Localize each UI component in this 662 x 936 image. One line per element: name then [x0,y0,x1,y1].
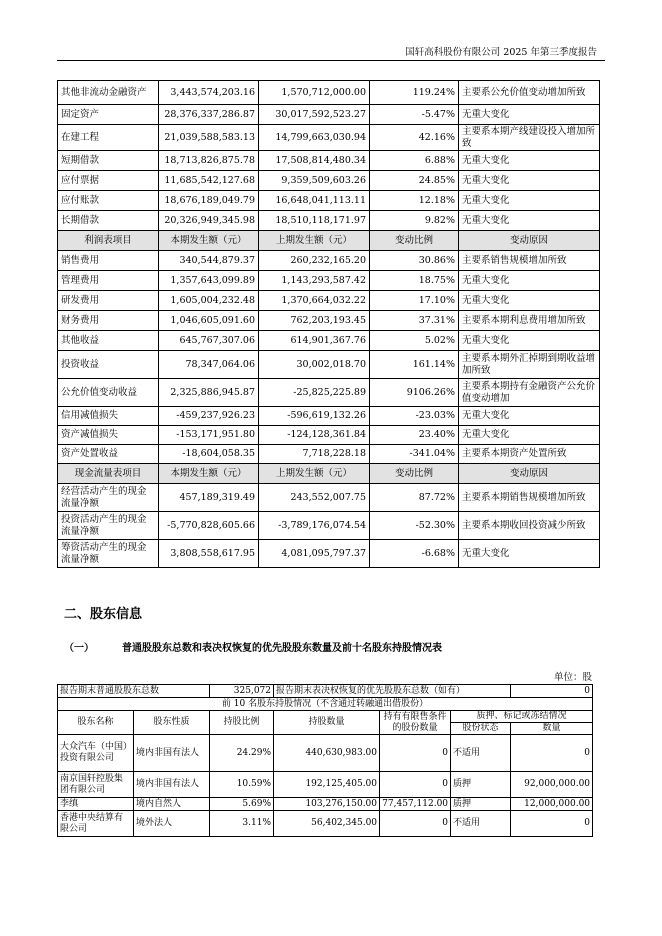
row-item: 长期借款 [58,211,159,231]
holding-qty: 103,276,150.00 [274,798,380,811]
row-item: 公允价值变动收益 [58,379,159,407]
restricted-qty: 0 [380,735,451,772]
prior-value: 1,370,664,032.22 [259,291,370,311]
change-ratio: -6.68% [370,540,459,568]
change-reason: 无重大变化 [459,540,600,568]
current-value: 340,544,879.37 [159,251,259,271]
row-item: 资产减值损失 [58,426,159,445]
prior-value: -25,825,225.89 [259,379,370,407]
change-ratio: -23.03% [370,407,459,426]
table-row [58,105,600,125]
current-value: 1,605,004,232.48 [159,291,259,311]
current-value: 78,347,064.06 [159,351,259,379]
header-pledge-group: 质押、标记或冻结情况 [451,711,593,723]
header-holding-qty: 持股数量 [274,711,380,735]
table-row [58,735,593,772]
row-item: 研发费用 [58,291,159,311]
header-reason: 变动原因 [459,231,600,251]
table-row [58,151,600,171]
holding-ratio: 24.29% [210,735,274,772]
current-value: 18,676,189,049.79 [159,191,259,211]
prior-value: -596,619,132.26 [259,407,370,426]
share-status: 不适用 [451,735,511,772]
column-header-row [58,711,593,723]
holder-nature: 境内自然人 [134,798,210,811]
prior-value: 16,648,041,113.11 [259,191,370,211]
share-status: 质押 [451,798,511,811]
holder-name: 香港中央结算有限公司 [58,811,134,837]
table-row [58,379,600,407]
table-row [58,81,600,105]
restricted-qty: 77,457,112.00 [380,798,451,811]
prior-value: 1,570,712,000.00 [259,81,370,105]
pledge-num: 0 [511,811,593,837]
change-ratio: 12.18% [370,191,459,211]
prior-value: 762,203,193.45 [259,311,370,331]
holding-qty: 56,402,345.00 [274,811,380,837]
table-row [58,351,600,379]
restricted-qty: 0 [380,772,451,798]
change-reason: 主要系本期产线建设投入增加所致 [459,125,600,151]
table-row [58,125,600,151]
page-header: 国轩高科股份有限公司 2025 年第三季度报告 [405,47,597,58]
header-current: 本期发生额（元） [159,464,259,484]
change-reason: 主要系销售规模增加所致 [459,251,600,271]
holding-qty: 440,630,983.00 [274,735,380,772]
prior-value: -124,128,361.84 [259,426,370,445]
header-item: 利润表项目 [58,231,159,251]
header-prior: 上期发生额（元） [259,231,370,251]
change-reason: 无重大变化 [459,211,600,231]
prior-value: 7,718,228.18 [259,445,370,464]
holder-nature: 境内非国有法人 [134,772,210,798]
row-item: 应付账款 [58,191,159,211]
row-item: 在建工程 [58,125,159,151]
change-reason: 无重大变化 [459,291,600,311]
subsection-text: 普通股股东总数和表决权恢复的优先股股东数量及前十名股东持股情况表 [122,643,442,654]
row-item: 其他收益 [58,331,159,351]
row-item: 信用减值损失 [58,407,159,426]
table-row [58,811,593,837]
change-ratio: 119.24% [370,81,459,105]
current-value: 18,713,826,875.78 [159,151,259,171]
top10-title-row [58,698,593,711]
change-reason: 主要系公允价值变动增加所致 [459,81,600,105]
subsection-title [64,639,442,654]
share-status: 不适用 [451,811,511,837]
change-reason: 无重大变化 [459,331,600,351]
change-ratio: 23.40% [370,426,459,445]
header-share-status: 股份状态 [451,723,511,735]
restricted-qty: 0 [380,811,451,837]
profit-header-row [58,231,600,251]
table-row [58,271,600,291]
change-ratio: 5.02% [370,331,459,351]
row-item: 财务费用 [58,311,159,331]
change-ratio: -52.30% [370,512,459,540]
current-value: -18,604,058.35 [159,445,259,464]
prior-value: 260,232,165.20 [259,251,370,271]
table-row [58,407,600,426]
change-reason: 无重大变化 [459,105,600,125]
current-value: 3,808,558,617.95 [159,540,259,568]
change-ratio: 161.14% [370,351,459,379]
prior-value: 243,552,007.75 [259,484,370,512]
current-value: 28,376,337,286.87 [159,105,259,125]
row-item: 固定资产 [58,105,159,125]
table-row [58,191,600,211]
table-row [58,484,600,512]
pref-holders-value: 0 [511,685,593,698]
change-ratio: 6.88% [370,151,459,171]
change-ratio: 24.85% [370,171,459,191]
header-holder-name: 股东名称 [58,711,134,735]
header-pledge-num: 数量 [511,723,593,735]
change-ratio: -341.04% [370,445,459,464]
change-reason: 无重大变化 [459,191,600,211]
table-row [58,291,600,311]
header-prior: 上期发生额（元） [259,464,370,484]
section-title: 二、股东信息 [64,607,143,622]
change-reason: 无重大变化 [459,407,600,426]
change-ratio: 87.72% [370,484,459,512]
holder-nature: 境内非国有法人 [134,735,210,772]
subsection-label: （一） [64,643,94,654]
pledge-num: 0 [511,735,593,772]
row-item: 投资活动产生的现金流量净额 [58,512,159,540]
prior-value: -3,789,176,074.54 [259,512,370,540]
prior-value: 4,081,095,797.37 [259,540,370,568]
change-reason: 无重大变化 [459,271,600,291]
pledge-num: 92,000,000.00 [511,772,593,798]
holder-name: 李缜 [58,798,134,811]
current-value: -5,770,828,605.66 [159,512,259,540]
total-holders-label: 报告期末普通股股东总数 [58,685,210,698]
row-item: 管理费用 [58,271,159,291]
current-value: 3,443,574,203.16 [159,81,259,105]
change-ratio: 18.75% [370,271,459,291]
change-reason: 主要系本期资产处置所致 [459,445,600,464]
holding-ratio: 10.59% [210,772,274,798]
change-ratio: 37.31% [370,311,459,331]
change-ratio: -5.47% [370,105,459,125]
holding-ratio: 3.11% [210,811,274,837]
share-status: 质押 [451,772,511,798]
table-row [58,772,593,798]
shareholders-table [57,684,593,837]
holding-ratio: 5.69% [210,798,274,811]
row-item: 投资收益 [58,351,159,379]
row-item: 筹资活动产生的现金流量净额 [58,540,159,568]
table-row [58,540,600,568]
row-item: 应付票据 [58,171,159,191]
current-value: 11,685,542,127.68 [159,171,259,191]
prior-value: 14,799,663,030.94 [259,125,370,151]
header-ratio: 变动比例 [370,464,459,484]
prior-value: 30,017,592,523.27 [259,105,370,125]
change-reason: 主要系本期销售规模增加所致 [459,484,600,512]
header-ratio: 变动比例 [370,231,459,251]
row-item: 经营活动产生的现金流量净额 [58,484,159,512]
header-item: 现金流量表项目 [58,464,159,484]
row-item: 其他非流动金融资产 [58,81,159,105]
current-value: -459,237,926.23 [159,407,259,426]
current-value: -153,171,951.80 [159,426,259,445]
change-ratio: 30.86% [370,251,459,271]
header-holding-ratio: 持股比例 [210,711,274,735]
prior-value: 18,510,118,171.97 [259,211,370,231]
change-reason: 无重大变化 [459,151,600,171]
prior-value: 17,508,814,480.34 [259,151,370,171]
change-reason: 主要系本期利息费用增加所致 [459,311,600,331]
change-reason: 无重大变化 [459,426,600,445]
prior-value: 1,143,293,587.42 [259,271,370,291]
change-ratio: 42.16% [370,125,459,151]
holding-qty: 192,125,405.00 [274,772,380,798]
holder-name: 南京国轩控股集团有限公司 [58,772,134,798]
header-reason: 变动原因 [459,464,600,484]
row-item: 资产处置收益 [58,445,159,464]
current-value: 20,326,949,345.98 [159,211,259,231]
table-row [58,171,600,191]
unit-label: 单位：股 [553,672,592,683]
current-value: 21,039,588,583.13 [159,125,259,151]
cash-header-row [58,464,600,484]
prior-value: 9,359,509,603.26 [259,171,370,191]
table-row [58,331,600,351]
current-value: 1,046,605,091.60 [159,311,259,331]
current-value: 457,189,319.49 [159,484,259,512]
header-restricted-qty: 持有有限售条件的股份数量 [380,711,451,735]
prior-value: 614,901,367.76 [259,331,370,351]
top10-title: 前 10 名股东持股情况（不含通过转融通出借股份） [58,698,593,711]
total-holders-value: 325,072 [210,685,274,698]
table-row [58,251,600,271]
change-ratio: 9.82% [370,211,459,231]
pledge-num: 12,000,000.00 [511,798,593,811]
change-reason: 主要系本期外汇掉期到期收益增加所致 [459,351,600,379]
table-row [58,311,600,331]
pref-holders-label: 报告期末表决权恢复的优先股股东总数（如有） [274,685,511,698]
change-ratio: 9106.26% [370,379,459,407]
prior-value: 30,002,018.70 [259,351,370,379]
header-current: 本期发生额（元） [159,231,259,251]
holder-name: 大众汽车（中国）投资有限公司 [58,735,134,772]
table-row [58,445,600,464]
financial-changes-table [57,80,600,568]
row-item: 销售费用 [58,251,159,271]
table-row [58,211,600,231]
change-ratio: 17.10% [370,291,459,311]
row-item: 短期借款 [58,151,159,171]
change-reason: 主要系本期收回投资减少所致 [459,512,600,540]
totals-row [58,685,593,698]
header-divider [57,60,605,61]
table-row [58,512,600,540]
table-row [58,798,593,811]
header-holder-nature: 股东性质 [134,711,210,735]
change-reason: 主要系本期持有金融资产公允价值变动增加 [459,379,600,407]
change-reason: 无重大变化 [459,171,600,191]
current-value: 2,325,886,945.87 [159,379,259,407]
holder-nature: 境外法人 [134,811,210,837]
current-value: 645,767,307.06 [159,331,259,351]
table-row [58,426,600,445]
current-value: 1,357,643,099.89 [159,271,259,291]
